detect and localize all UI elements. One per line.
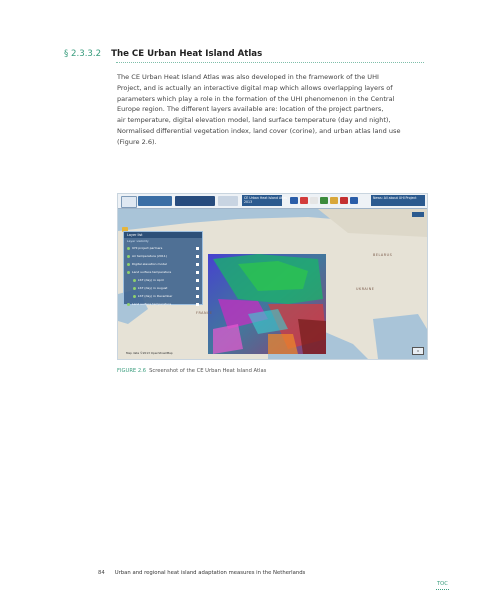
lst-heatmap-overlay (208, 254, 326, 354)
flag-icon (350, 197, 358, 204)
layer-status-icon (127, 263, 130, 266)
section-heading (64, 49, 262, 59)
layer-status-icon (133, 287, 136, 290)
layer-label: Land surface temperature (132, 302, 172, 306)
page-number: 84 (98, 570, 105, 576)
layer-status-icon (127, 247, 130, 250)
layer-label: Land surface temperature (132, 270, 172, 274)
body-line: Project, and is actually an interactive digital map which allows overlapping layers of (117, 83, 393, 92)
layer-label: Digital elevation model (132, 262, 167, 266)
layer-row[interactable] (124, 300, 202, 308)
body-line: parameters which play a role in the formation of the UHI phenomenon in the Central (117, 94, 395, 103)
layer-label: LST (day) in August (138, 286, 168, 290)
layer-row[interactable] (124, 284, 202, 292)
layer-checkbox[interactable] (196, 279, 199, 282)
layer-row[interactable] (124, 252, 202, 260)
flag-icon (290, 197, 298, 204)
toc-link[interactable]: TOC (437, 581, 448, 587)
toc-underline (436, 589, 449, 590)
map-label-belarus: BELARUS (373, 253, 393, 257)
body-line: The CE Urban Heat Island Atlas was also developed in the framework of the UHI (117, 73, 379, 81)
partner-logo (218, 196, 238, 206)
flag-icon (300, 197, 308, 204)
figure-caption (117, 368, 266, 374)
layer-checkbox[interactable] (196, 295, 199, 298)
toolbar-button[interactable] (412, 212, 424, 217)
body-line: Normalised differential vegetation index, land cover (corine), and urban atlas land use (117, 126, 401, 135)
section-title: The CE Urban Heat Island Atlas (111, 49, 263, 59)
flag-icon (340, 197, 348, 204)
layer-row[interactable] (124, 260, 202, 268)
page-footer (98, 570, 305, 576)
layer-checkbox[interactable] (196, 255, 199, 258)
figure-caption-text: Screenshot of the CE Urban Heat Island Atlas (149, 368, 267, 374)
layer-checkbox[interactable] (196, 303, 199, 306)
app-subtitle-text: 2013 (244, 200, 253, 204)
layer-status-icon (133, 295, 136, 298)
layer-panel-title: Layer list (124, 232, 202, 238)
layer-panel (123, 231, 203, 305)
map-label-france: FRANCE (196, 311, 213, 315)
body-line: Europe region. The different layers available are: location of the project partners, (117, 105, 384, 114)
project-logo (138, 196, 172, 206)
layer-status-icon (133, 279, 136, 282)
uhi-logo (121, 196, 137, 208)
body-line: air temperature, digital elevation model, land surface temperature (day and night), (117, 116, 391, 125)
section-number: § 2.3.3.2 (64, 49, 102, 59)
flag-icon (310, 197, 318, 204)
app-title (244, 196, 287, 204)
layer-checkbox[interactable] (196, 271, 199, 274)
flag-icon (320, 197, 328, 204)
layer-checkbox[interactable] (196, 263, 199, 266)
map-attribution: Map data ©2013 OpenStreetMap (126, 351, 173, 355)
layer-label: Air temperature (2011) (132, 254, 167, 258)
flag-icon (330, 197, 338, 204)
layer-checkbox[interactable] (196, 287, 199, 290)
layer-row[interactable] (124, 268, 202, 276)
body-paragraph (117, 72, 427, 148)
heading-divider (116, 62, 424, 63)
app-header-bar (118, 194, 427, 209)
atlas-screenshot (117, 193, 428, 360)
zoom-control[interactable]: ± (412, 347, 424, 355)
map-label-ukraine: UKRAINE (356, 287, 375, 291)
app-title-text: CE Urban Heat Island Atlas (244, 196, 287, 200)
layer-status-icon (127, 303, 130, 306)
layer-checkbox[interactable] (196, 247, 199, 250)
layer-status-icon (127, 255, 130, 258)
layer-status-icon (127, 271, 130, 274)
layer-label: LST (day) in April (138, 278, 164, 282)
layer-row[interactable] (124, 244, 202, 252)
eu-logo (175, 196, 215, 206)
layer-list (124, 244, 202, 308)
figure-caption-label: FIGURE 2.6 (117, 368, 147, 374)
layer-row[interactable] (124, 276, 202, 284)
layer-row[interactable] (124, 292, 202, 300)
body-line: (Figure 2.6). (117, 137, 157, 146)
footer-title: Urban and regional heat island adaptation measures in the Netherlands (114, 570, 306, 576)
layer-label: LST (day) in December (138, 294, 173, 298)
layer-panel-subtitle: Layer visibility (127, 239, 149, 243)
news-text: News: All about UHI Project (373, 196, 417, 200)
layer-label: UHI project partners (132, 246, 163, 250)
